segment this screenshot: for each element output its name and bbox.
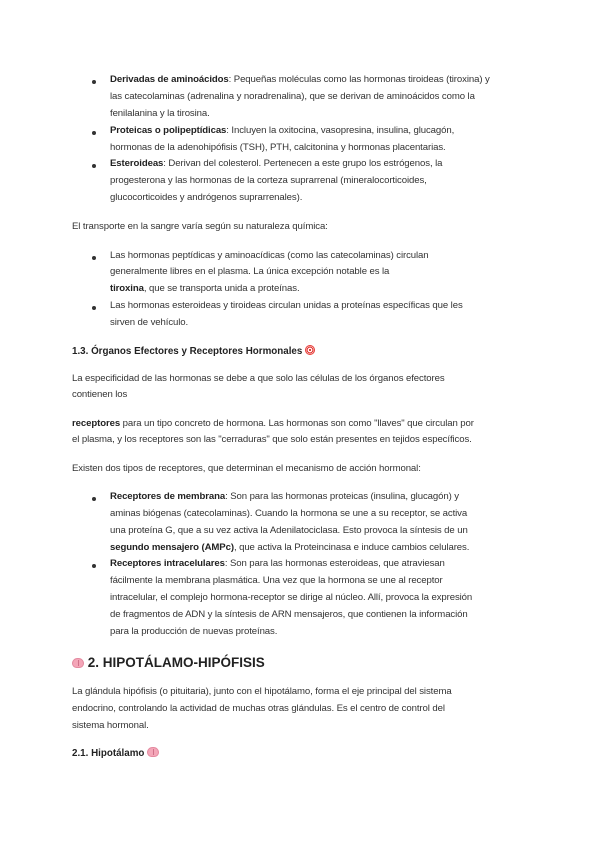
target-icon	[305, 345, 315, 355]
specificity-line-2: contienen los	[72, 389, 128, 400]
bullet-esteroideas-line-2: progesterona y las hormonas de la corteza suprarrenal (mineralocorticoides,	[110, 175, 427, 186]
bullet-dot	[92, 164, 96, 168]
membrane-line-3: una proteína G, que a su vez activa la Adenilatociclasa. Esto provoca la síntesis de un	[110, 525, 468, 536]
receptors-line-1: receptores para un tipo concreto de hormona. Las hormonas son como "llaves" que circulan por	[72, 418, 474, 429]
bullet-dot	[92, 497, 96, 501]
hypophysis-line-1: La glándula hipófisis (o pituitaria), junto con el hipotálamo, forma el eje principal del sistema	[72, 686, 452, 697]
intracellular-line-3: intracelular, el complejo hormona-receptor se dirige al núcleo. Allí, provoca la expresión	[110, 592, 473, 603]
section-2-heading	[72, 655, 265, 671]
section-2-1-heading	[72, 747, 159, 760]
bullet-esteroideas-line-1: Esteroideas: Derivan del colesterol. Pertenecen a este grupo los estrógenos, la	[110, 158, 443, 169]
brain-icon	[147, 747, 159, 757]
receptor-types-intro: Existen dos tipos de receptores, que determinan el mecanismo de acción hormonal:	[72, 463, 421, 474]
bullet-proteicas-line-1: Proteicas o polipeptídicas: Incluyen la oxitocina, vasopresina, insulina, glucagón,	[110, 125, 455, 136]
transport-bullet-1-line-1: Las hormonas peptídicas y aminoacídicas (como las catecolaminas) circulan	[110, 250, 429, 261]
intracellular-line-5: para la producción de nuevas proteínas.	[110, 626, 278, 637]
section-1-3-heading	[72, 345, 315, 358]
transport-bullet-2-line-2: sirven de vehículo.	[110, 317, 189, 328]
section-1-3-title: 1.3. Órganos Efectores y Receptores Hormonales	[72, 346, 303, 357]
hypophysis-line-3: sistema hormonal.	[72, 720, 149, 731]
bullet-dot	[92, 80, 96, 84]
hypophysis-line-2: endocrino, controlando la actividad de muchas otras glándulas. Es el centro de control del	[72, 703, 445, 714]
intracellular-line-1: Receptores intracelulares: Son para las hormonas esteroideas, que atraviesan	[110, 558, 445, 569]
transport-bullet-1-line-3: tiroxina, que se transporta unida a proteínas.	[110, 283, 300, 294]
bullet-derivadas-line-1: Derivadas de aminoácidos: Pequeñas moléculas como las hormonas tiroideas (tiroxina) y	[110, 74, 490, 85]
transport-bullet-1-line-2: generalmente libres en el plasma. La única excepción notable es la	[110, 266, 390, 277]
bullet-derivadas-line-3: fenilalanina y la tirosina.	[110, 108, 210, 119]
bullet-dot	[92, 306, 96, 310]
brain-icon	[72, 658, 84, 668]
bullet-proteicas-line-2: hormonas de la adenohipófisis (TSH), PTH, calcitonina y hormonas placentarias.	[110, 142, 446, 153]
membrane-line-4: segundo mensajero (AMPc), que activa la Proteincinasa e induce cambios celulares.	[110, 542, 470, 553]
bullet-esteroideas-line-3: glucocorticoides y andrógenos suprarrenales).	[110, 192, 303, 203]
bullet-dot	[92, 564, 96, 568]
intracellular-line-4: de fragmentos de ADN y la síntesis de ARN mensajeros, que contienen la información	[110, 609, 468, 620]
transport-intro: El transporte en la sangre varía según su naturaleza química:	[72, 221, 328, 232]
section-2-1-title: 2.1. Hipotálamo	[72, 748, 145, 759]
membrane-line-2: aminas biógenas (catecolaminas). Cuando la hormona se une a su receptor, se activa	[110, 508, 468, 519]
bullet-dot	[92, 131, 96, 135]
transport-bullet-2-line-1: Las hormonas esteroideas y tiroideas circulan unidas a proteínas específicas que les	[110, 300, 463, 311]
bullet-dot	[92, 256, 96, 260]
membrane-line-1: Receptores de membrana: Son para las hormonas proteicas (insulina, glucagón) y	[110, 491, 459, 502]
specificity-line-1: La especificidad de las hormonas se debe a que solo las células de los órganos efectores	[72, 373, 445, 384]
bullet-derivadas-line-2: las catecolaminas (adrenalina y noradrenalina), que se derivan de aminoácidos como la	[110, 91, 475, 102]
intracellular-line-2: fácilmente la membrana plasmática. Una vez que la hormona se une al receptor	[110, 575, 443, 586]
section-2-title: 2. HIPOTÁLAMO-HIPÓFISIS	[87, 655, 265, 670]
receptors-line-2: el plasma, y los receptores son las "cerraduras" que solo están presentes en tejidos específicos.	[72, 434, 472, 445]
